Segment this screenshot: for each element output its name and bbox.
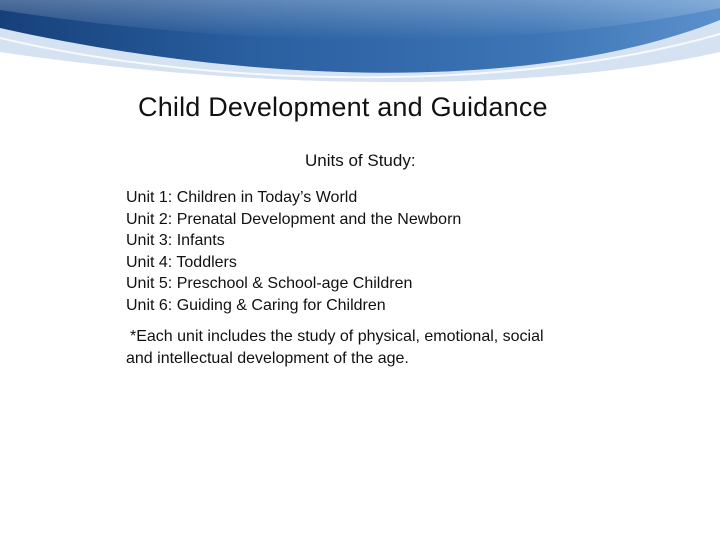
unit-item: Unit 5: Preschool & School-age Children: [126, 275, 413, 292]
units-note-line-1: *Each unit includes the study of physical, emotional, social: [130, 328, 544, 345]
unit-item: Unit 4: Toddlers: [126, 253, 237, 271]
unit-item: Unit 2: Prenatal Development and the Newborn: [126, 210, 462, 228]
units-note: [126, 326, 606, 369]
units-note-line-2: and intellectual development of the age.: [126, 349, 409, 367]
slide-title: Child Development and Guidance: [138, 92, 548, 122]
unit-item: Unit 6: Guiding & Caring for Children: [126, 296, 386, 314]
unit-item: Unit 3: Infants: [126, 232, 225, 249]
units-heading: Units of Study:: [305, 151, 416, 170]
unit-item: Unit 1: Children in Today’s World: [126, 189, 358, 206]
units-list: [126, 187, 461, 316]
